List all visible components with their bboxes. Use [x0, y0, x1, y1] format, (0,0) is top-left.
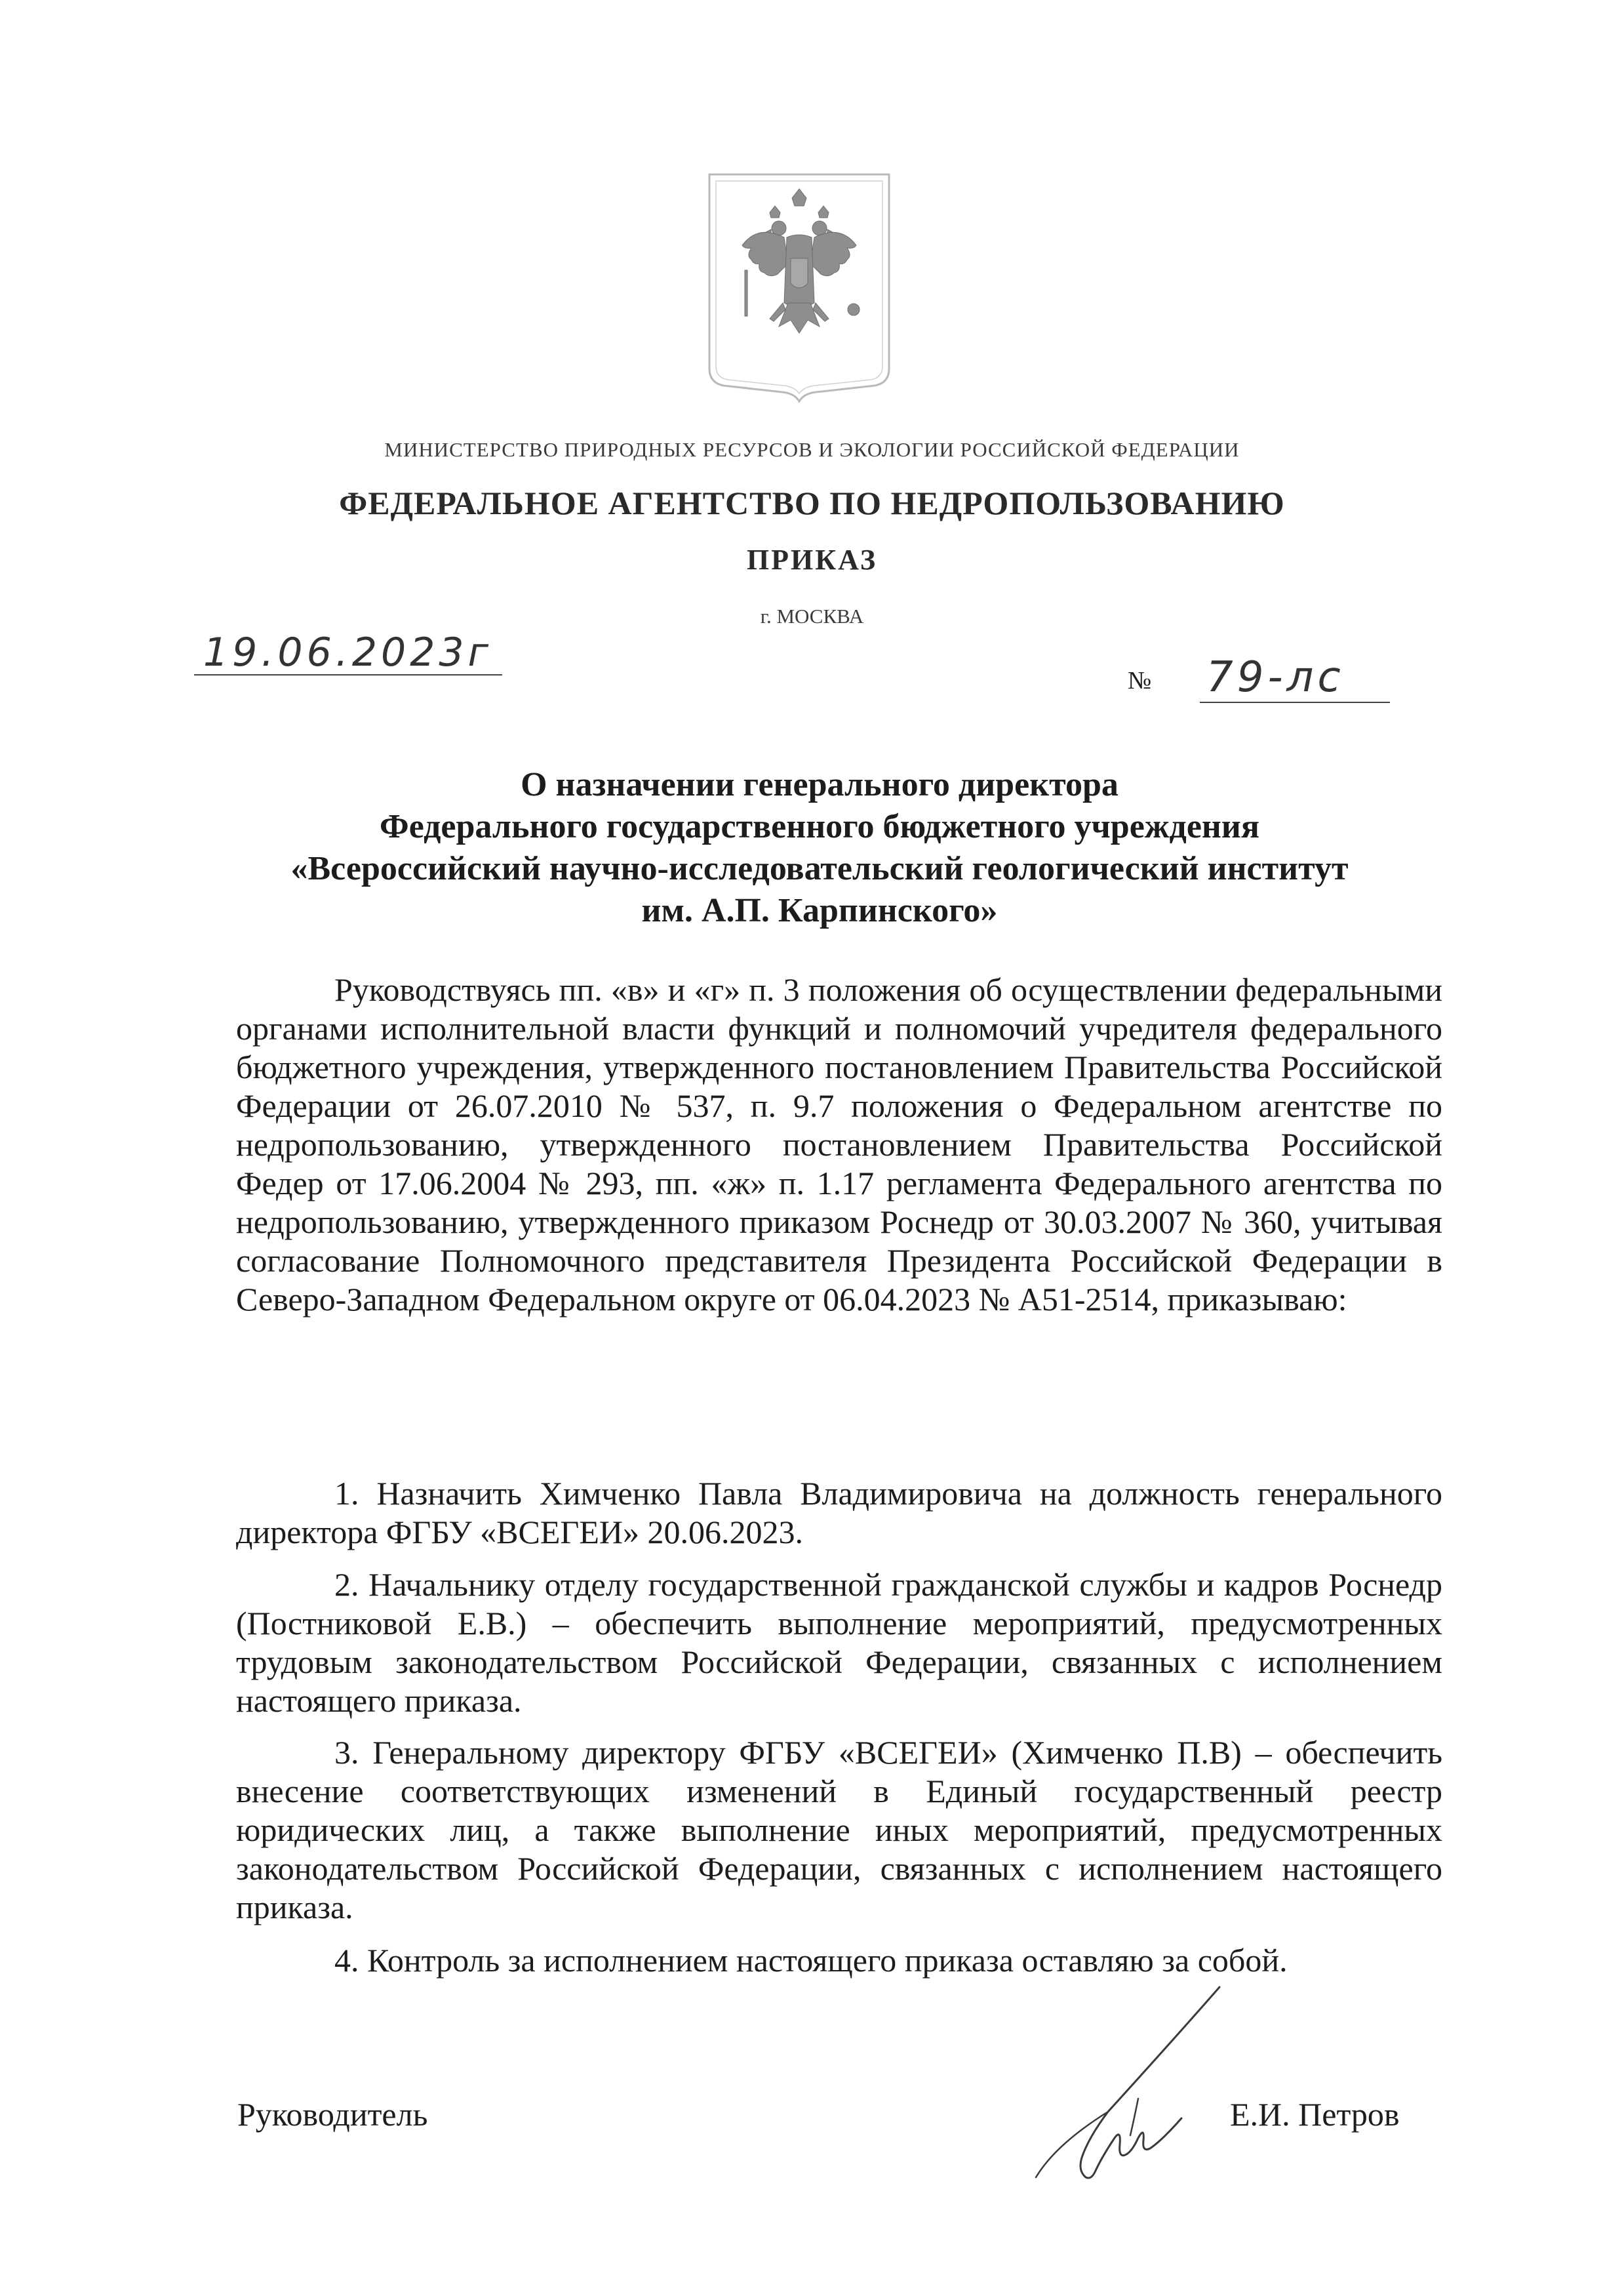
number-label: № [1128, 667, 1152, 695]
document-date [194, 630, 502, 675]
document-type: ПРИКАЗ [746, 544, 878, 576]
number-underline [1200, 702, 1390, 703]
order-item-2: 2. Начальнику отделу государственной гражданской службы и кадров Роснедр (Постниковой Е.В.) – обеспечить выполнение мероприятий, предусмотренных трудовым законодательством Российской Федерации, связанных с исполнением настоящего приказа. [236, 1566, 1442, 1719]
order-item-4: 4. Контроль за исполнением настоящего приказа оставляю за собой. [334, 1942, 1288, 1979]
signer-name: Е.И. Петров [1230, 2096, 1400, 2133]
preamble-paragraph: Руководствуясь пп. «в» и «г» п. 3 положения об осуществлении федеральными органами исполнительной власти функций и полномочий учредителя федерального бюджетного учреждения, утвержденного постановлением Правительства Российской Федерации от 26.07.2010 № 537, п. 9.7 положения о Федеральном агентстве по недропользованию, утвержденного постановлением Правительства Российской Федер от 17.06.2004 № 293, пп. «ж» п. 1.17 регламента Федерального агентства по недропользованию, утвержденного приказом Роснедр от 30.03.2007 № 360, учитывая согласование Полномочного представителя Президента Российской Федерации в Северо-Западном Федеральном округе от 06.04.2023 № А51-2514, приказываю: [236, 971, 1442, 1318]
date-underline [194, 674, 502, 675]
city: г. МОСКВА [760, 605, 864, 628]
document-number [1128, 653, 1390, 703]
handwritten-date: 19.06.2023г [203, 630, 493, 675]
title-line: «Всероссийский научно-исследовательский геологический институт [290, 850, 1349, 887]
order-item-3: 3. Генеральному директору ФГБУ «ВСЕГЕИ» (Химченко П.В) – обеспечить внесение соответствующих изменений в Единый государственный реестр юридических лиц, а также выполнение иных мероприятий, предусмотренных законодательством Российской Федерации, связанных с исполнением настоящего приказа. [236, 1734, 1442, 1925]
order-title [197, 764, 1442, 932]
title-line: О назначении генерального директора [521, 766, 1119, 803]
state-emblem-icon [705, 172, 893, 403]
signer-position: Руководитель [237, 2096, 428, 2133]
handwritten-number: 79-лс [1206, 653, 1345, 702]
title-line: Федерального государственного бюджетного учреждения [380, 808, 1259, 845]
ministry-name: МИНИСТЕРСТВО ПРИРОДНЫХ РЕСУРСОВ И ЭКОЛОГИИ РОССИЙСКОЙ ФЕДЕРАЦИИ [384, 438, 1240, 461]
handwritten-signature [1010, 1981, 1233, 2197]
order-item-1: 1. Назначить Химченко Павла Владимировича на должность генерального директора ФГБУ «ВСЕГЕИ» 20.06.2023. [236, 1475, 1442, 1550]
title-line: им. А.П. Карпинского» [641, 892, 998, 929]
agency-name: ФЕДЕРАЛЬНОЕ АГЕНТСТВО ПО НЕДРОПОЛЬЗОВАНИЮ [339, 485, 1285, 521]
